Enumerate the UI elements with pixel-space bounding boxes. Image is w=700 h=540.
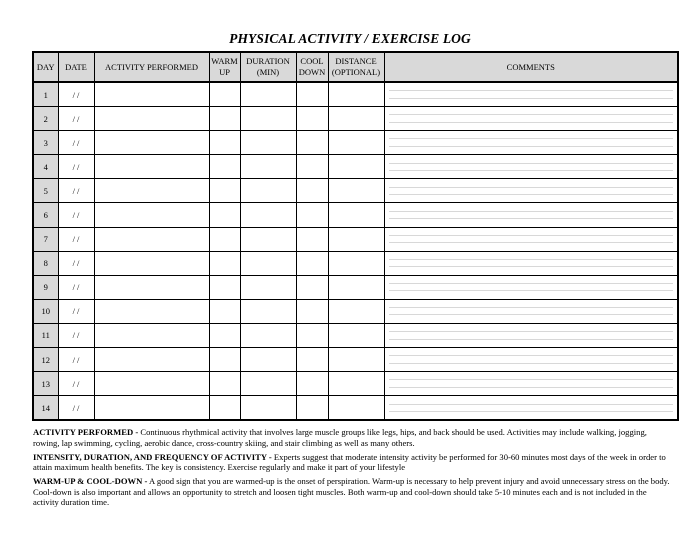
comments-cell[interactable] <box>384 155 678 179</box>
note-heading: ACTIVITY PERFORMED - <box>33 427 139 437</box>
comments-cell[interactable] <box>384 372 678 396</box>
cooldown-cell[interactable] <box>296 323 328 347</box>
activity-cell[interactable] <box>94 179 209 203</box>
date-cell[interactable]: / / <box>58 131 94 155</box>
duration-cell[interactable] <box>240 131 296 155</box>
date-cell[interactable]: / / <box>58 348 94 372</box>
activity-cell[interactable] <box>94 82 209 107</box>
comments-cell[interactable] <box>384 107 678 131</box>
table-row <box>33 179 678 203</box>
distance-cell[interactable] <box>328 251 384 275</box>
day-cell: 11 <box>33 323 58 347</box>
day-cell: 1 <box>33 82 58 107</box>
cooldown-cell[interactable] <box>296 299 328 323</box>
table-row <box>33 107 678 131</box>
day-cell: 2 <box>33 107 58 131</box>
header-activity: ACTIVITY PERFORMED <box>94 52 209 82</box>
comments-cell[interactable] <box>384 299 678 323</box>
table-row <box>33 323 678 347</box>
note-intensity <box>33 452 673 473</box>
table-row <box>33 299 678 323</box>
note-heading: WARM-UP & COOL-DOWN - <box>33 476 148 486</box>
header-row <box>33 52 678 82</box>
date-cell[interactable]: / / <box>58 107 94 131</box>
duration-cell[interactable] <box>240 82 296 107</box>
date-cell[interactable]: / / <box>58 82 94 107</box>
warmup-cell[interactable] <box>209 275 240 299</box>
cooldown-cell[interactable] <box>296 251 328 275</box>
header-duration-line1: DURATION <box>246 56 290 66</box>
duration-cell[interactable] <box>240 179 296 203</box>
cooldown-cell[interactable] <box>296 179 328 203</box>
header-cooldown-line2: DOWN <box>298 67 326 77</box>
duration-cell[interactable] <box>240 203 296 227</box>
activity-cell[interactable] <box>94 348 209 372</box>
table-row <box>33 275 678 299</box>
warmup-cell[interactable] <box>209 227 240 251</box>
comments-cell[interactable] <box>384 227 678 251</box>
cooldown-cell[interactable] <box>296 107 328 131</box>
activity-cell[interactable] <box>94 203 209 227</box>
comments-cell[interactable] <box>384 396 678 421</box>
cooldown-cell[interactable] <box>296 203 328 227</box>
note-heading: INTENSITY, DURATION, AND FREQUENCY OF ACTIVITY - <box>33 451 272 462</box>
cooldown-cell[interactable] <box>296 275 328 299</box>
note-text: Continuous rhythmical activity that involves large muscle groups like legs, hips, and back should be used. Activities may include walking, jogging, rowing, lap swimming, cycling, aerobic dance, cross-country skiing, and stair climbing as well as many others. <box>33 427 647 448</box>
distance-cell[interactable] <box>328 348 384 372</box>
day-cell: 3 <box>33 131 58 155</box>
duration-cell[interactable] <box>240 227 296 251</box>
header-warmup-line1: WARM <box>211 56 238 66</box>
day-cell: 14 <box>33 396 58 421</box>
table-row <box>33 348 678 372</box>
day-cell: 4 <box>33 155 58 179</box>
activity-cell[interactable] <box>94 155 209 179</box>
distance-cell[interactable] <box>328 396 384 421</box>
log-body <box>33 82 678 420</box>
activity-cell[interactable] <box>94 396 209 421</box>
note-warmup-cooldown <box>33 476 673 508</box>
warmup-cell[interactable] <box>209 396 240 421</box>
date-cell[interactable]: / / <box>58 275 94 299</box>
activity-cell[interactable] <box>94 107 209 131</box>
header-cooldown <box>296 52 328 82</box>
header-warmup <box>209 52 240 82</box>
duration-cell[interactable] <box>240 372 296 396</box>
header-warmup-line2: UP <box>219 67 230 77</box>
day-cell: 5 <box>33 179 58 203</box>
activity-cell[interactable] <box>94 227 209 251</box>
duration-cell[interactable] <box>240 299 296 323</box>
table-row <box>33 82 678 107</box>
warmup-cell[interactable] <box>209 155 240 179</box>
header-date: DATE <box>58 52 94 82</box>
date-cell[interactable]: / / <box>58 227 94 251</box>
warmup-cell[interactable] <box>209 251 240 275</box>
day-cell: 7 <box>33 227 58 251</box>
comments-cell[interactable] <box>384 131 678 155</box>
day-cell: 10 <box>33 299 58 323</box>
note-text: Experts suggest that moderate intensity activity be performed for 30-60 minutes most days of the week in order to attain maximum health benefits. The key is consistency. Exercise regularly and make it part of your lifestyle <box>33 451 666 472</box>
duration-cell[interactable] <box>240 348 296 372</box>
table-row <box>33 155 678 179</box>
warmup-cell[interactable] <box>209 107 240 131</box>
cooldown-cell[interactable] <box>296 227 328 251</box>
date-cell[interactable]: / / <box>58 372 94 396</box>
warmup-cell[interactable] <box>209 179 240 203</box>
distance-cell[interactable] <box>328 155 384 179</box>
note-activity <box>33 427 673 448</box>
header-distance-line2: (OPTIONAL) <box>331 67 381 77</box>
warmup-cell[interactable] <box>209 299 240 323</box>
distance-cell[interactable] <box>328 131 384 155</box>
cooldown-cell[interactable] <box>296 348 328 372</box>
page-title: PHYSICAL ACTIVITY / EXERCISE LOG <box>229 31 471 46</box>
cooldown-cell[interactable] <box>296 396 328 421</box>
duration-cell[interactable] <box>240 251 296 275</box>
date-cell[interactable]: / / <box>58 299 94 323</box>
exercise-log-table <box>32 51 679 421</box>
cooldown-cell[interactable] <box>296 82 328 107</box>
distance-cell[interactable] <box>328 203 384 227</box>
header-duration-line2: (MIN) <box>256 67 280 77</box>
date-cell[interactable]: / / <box>58 155 94 179</box>
date-cell[interactable]: / / <box>58 251 94 275</box>
header-distance <box>328 52 384 82</box>
day-cell: 9 <box>33 275 58 299</box>
day-cell: 12 <box>33 348 58 372</box>
duration-cell[interactable] <box>240 155 296 179</box>
duration-cell[interactable] <box>240 396 296 421</box>
header-comments: COMMENTS <box>384 52 678 82</box>
distance-cell[interactable] <box>328 372 384 396</box>
activity-cell[interactable] <box>94 131 209 155</box>
warmup-cell[interactable] <box>209 372 240 396</box>
cooldown-cell[interactable] <box>296 155 328 179</box>
warmup-cell[interactable] <box>209 203 240 227</box>
table-row <box>33 396 678 421</box>
date-cell[interactable]: / / <box>58 203 94 227</box>
comments-cell[interactable] <box>384 82 678 107</box>
warmup-cell[interactable] <box>209 82 240 107</box>
activity-cell[interactable] <box>94 275 209 299</box>
table-row <box>33 372 678 396</box>
cooldown-cell[interactable] <box>296 372 328 396</box>
distance-cell[interactable] <box>328 179 384 203</box>
warmup-cell[interactable] <box>209 323 240 347</box>
distance-cell[interactable] <box>328 82 384 107</box>
activity-cell[interactable] <box>94 323 209 347</box>
duration-cell[interactable] <box>240 275 296 299</box>
comments-cell[interactable] <box>384 203 678 227</box>
table-row <box>33 203 678 227</box>
day-cell: 13 <box>33 372 58 396</box>
warmup-cell[interactable] <box>209 348 240 372</box>
date-cell[interactable]: / / <box>58 179 94 203</box>
date-cell[interactable]: / / <box>58 396 94 421</box>
notes-section <box>33 427 673 511</box>
activity-cell[interactable] <box>94 299 209 323</box>
table-row <box>33 227 678 251</box>
warmup-cell[interactable] <box>209 131 240 155</box>
distance-cell[interactable] <box>328 299 384 323</box>
activity-cell[interactable] <box>94 251 209 275</box>
header-duration <box>240 52 296 82</box>
comments-cell[interactable] <box>384 251 678 275</box>
day-cell: 6 <box>33 203 58 227</box>
date-cell[interactable]: / / <box>58 323 94 347</box>
header-distance-line1: DISTANCE <box>335 56 377 66</box>
comments-cell[interactable] <box>384 275 678 299</box>
comments-cell[interactable] <box>384 323 678 347</box>
day-cell: 8 <box>33 251 58 275</box>
distance-cell[interactable] <box>328 323 384 347</box>
distance-cell[interactable] <box>328 275 384 299</box>
cooldown-cell[interactable] <box>296 131 328 155</box>
activity-cell[interactable] <box>94 372 209 396</box>
comments-cell[interactable] <box>384 179 678 203</box>
note-text: A good sign that you are warmed-up is the onset of perspiration. Warm-up is necessary to help prevent injury and avoid unnecessary stress on the body. Cool-down is also important and allows an opportunity to stretch and loosen tight muscles. Both warm-up and cool-down should take 5-10 minutes each and is not included in the activity duration time. <box>33 476 670 507</box>
duration-cell[interactable] <box>240 323 296 347</box>
header-day: DAY <box>33 52 58 82</box>
table-row <box>33 131 678 155</box>
table-row <box>33 251 678 275</box>
distance-cell[interactable] <box>328 107 384 131</box>
duration-cell[interactable] <box>240 107 296 131</box>
distance-cell[interactable] <box>328 227 384 251</box>
comments-cell[interactable] <box>384 348 678 372</box>
header-cooldown-line1: COOL <box>300 56 324 66</box>
